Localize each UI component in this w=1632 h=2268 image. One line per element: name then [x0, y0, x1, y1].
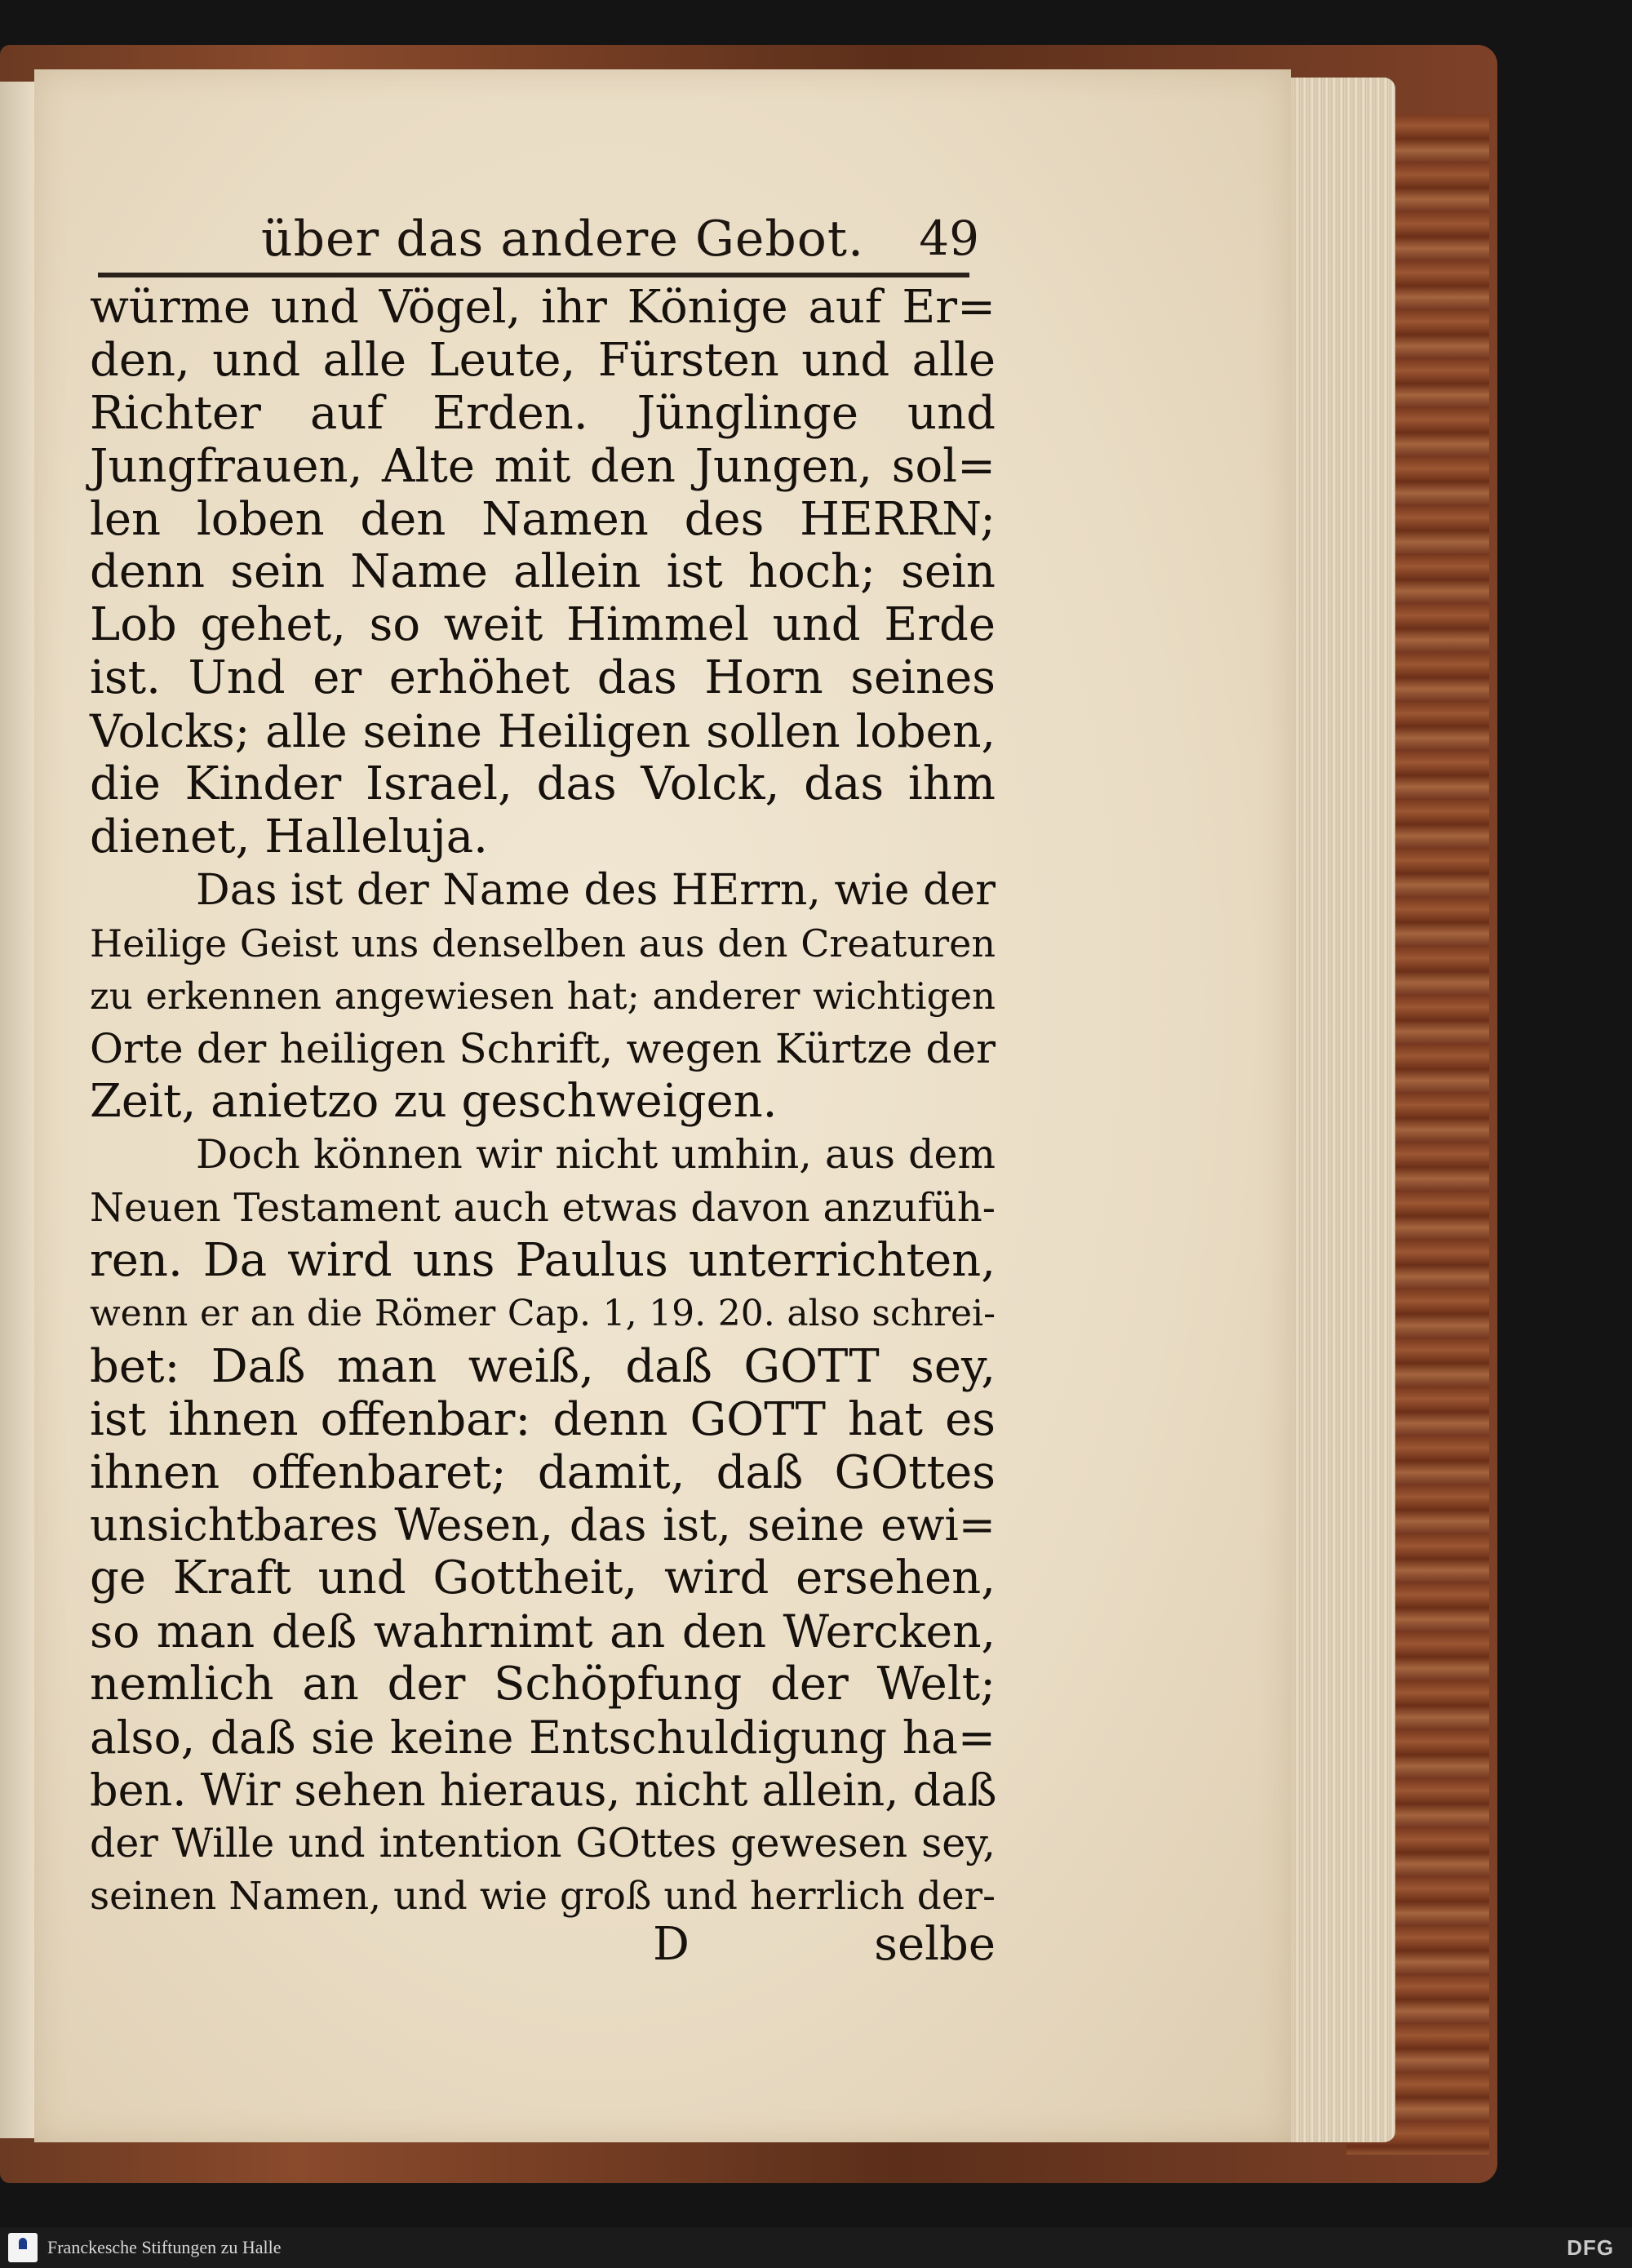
text-line: Heilige Geist uns denselben aus den Creaturen [90, 921, 996, 965]
text-line: Volcks; alle seine Heiligen sollen loben, [90, 705, 996, 758]
text-line: würme und Vögel, ihr Könige auf Er= [90, 281, 996, 334]
paragraph-start-line: Das ist der Name des HErrn, wie der [196, 865, 996, 915]
text-line: Neuen Testament auch etwas davon anzufüh- [90, 1185, 996, 1232]
text-line: ihnen offenbaret; damit, daß GOttes [90, 1445, 996, 1499]
viewer-footer [0, 2227, 1632, 2268]
page-footer-marks [90, 1918, 996, 1975]
signature-mark: D [653, 1918, 690, 1971]
text-line: also, daß sie keine Entschuldigung ha= [90, 1711, 996, 1764]
text-line: denn sein Name allein ist hoch; sein [90, 545, 996, 599]
text-line: der Wille und intention GOttes gewesen sey, [90, 1819, 996, 1866]
text-line: Jungfrauen, Alte mit den Jungen, sol= [90, 439, 996, 493]
body-text [90, 282, 996, 1924]
facing-page-edge [0, 82, 34, 2138]
text-line: wenn er an die Römer Cap. 1, 19. 20. also schrei- [90, 1292, 996, 1334]
running-head-title: über das andere Gebot. [261, 211, 865, 268]
text-line: ist. Und er erhöhet das Horn seines [90, 651, 996, 705]
text-line: Richter auf Erden. Jünglinge und [90, 386, 996, 440]
institution-label: Franckesche Stiftungen zu Halle [47, 2237, 282, 2257]
text-line: unsichtbares Wesen, das ist, seine ewi= [90, 1499, 996, 1551]
text-line: seinen Namen, und wie groß und herrlich der- [90, 1873, 996, 1919]
text-line: bet: Daß man weiß, daß GOTT sey, [90, 1339, 996, 1393]
text-line: ren. Da wird uns Paulus unterrichten, [90, 1234, 996, 1288]
dfg-badge: DFG [1567, 2235, 1614, 2260]
running-head [261, 211, 979, 276]
catchword: selbe [874, 1918, 996, 1971]
text-line: so man deß wahrnimt an den Wercken, [90, 1605, 996, 1658]
text-line: ge Kraft und Gottheit, wird ersehen, [90, 1551, 996, 1605]
text-line: den, und alle Leute, Fürsten und alle [90, 333, 996, 387]
text-line: ist ihnen offenbar: denn GOTT hat es [90, 1392, 996, 1446]
text-line: dienet, Halleluja. [90, 810, 488, 863]
head-rule [98, 273, 969, 277]
text-line: len loben den Namen des HERRN; [90, 492, 996, 546]
text-line: ben. Wir sehen hieraus, nicht allein, daß [90, 1764, 997, 1816]
text-line: Lob gehet, so weit Himmel und Erde [90, 598, 996, 652]
text-line: die Kinder Israel, das Volck, das ihm [90, 757, 996, 811]
page-number: 49 [919, 211, 979, 266]
paragraph-start-line: Doch können wir nicht umhin, aus dem [196, 1131, 996, 1178]
text-line: zu erkennen angewiesen hat; anderer wichtigen [90, 974, 996, 1018]
text-line: nemlich an der Schöpfung der Welt; [90, 1658, 996, 1711]
text-line: Orte der heiligen Schrift, wegen Kürtze der [90, 1025, 996, 1073]
institution-logo-icon [8, 2233, 38, 2262]
text-line: Zeit, anietzo zu geschweigen. [90, 1075, 778, 1129]
